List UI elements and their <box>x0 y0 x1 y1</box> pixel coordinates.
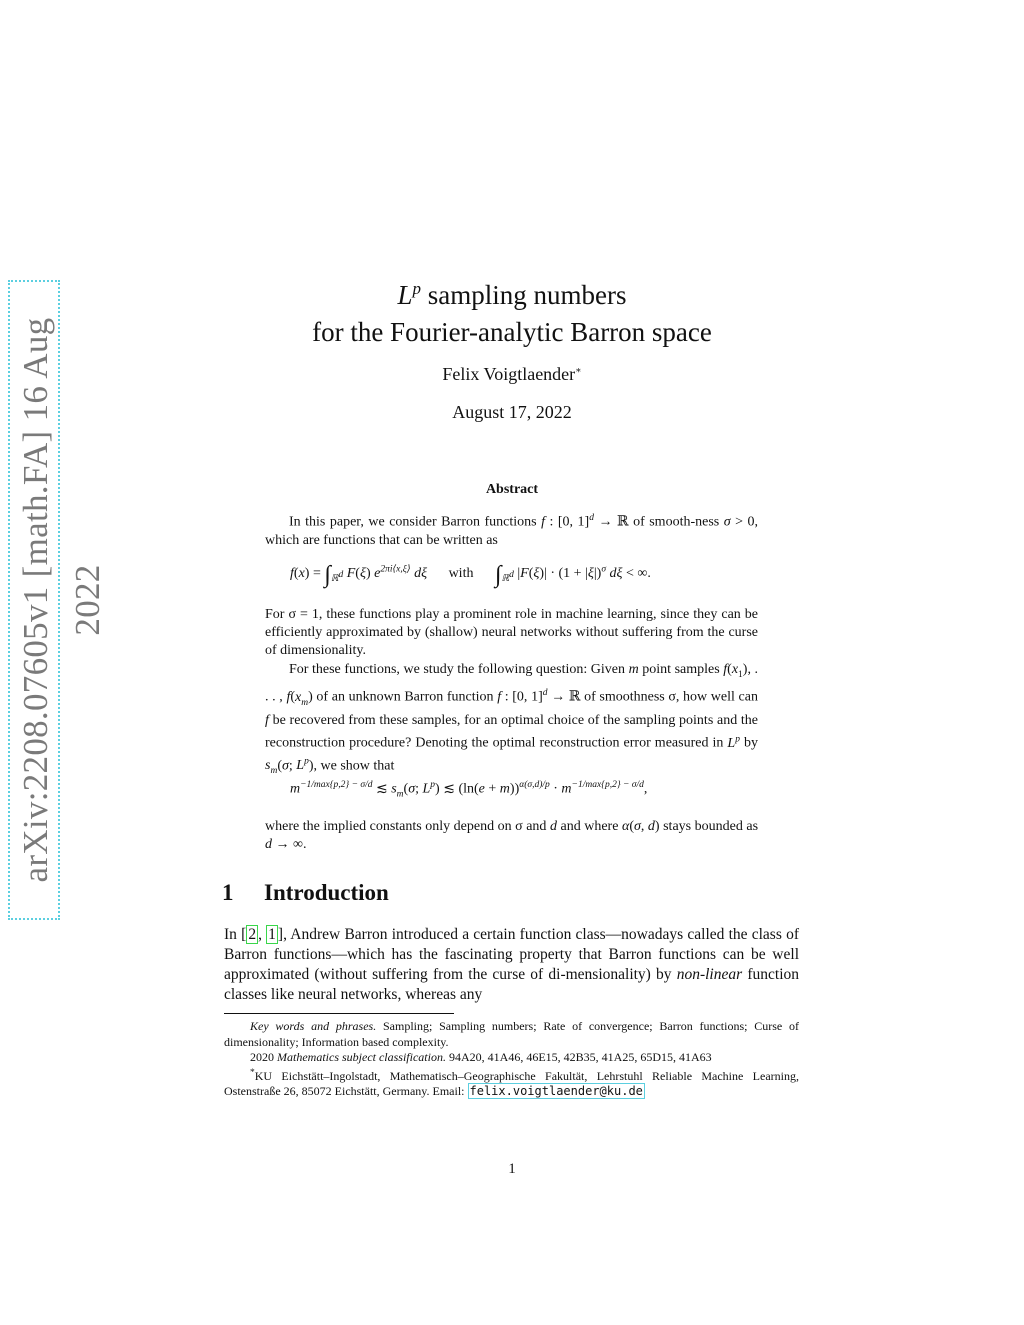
paper-title <box>262 270 762 351</box>
section-heading-introduction: 1 Introduction <box>222 880 389 905</box>
author-name: Felix Voigtlaender∗ <box>442 364 582 384</box>
footnotes <box>224 1019 799 1100</box>
email-link[interactable]: felix.voigtlaender@ku.de <box>469 1084 643 1098</box>
footnote-msc: 2020 Mathematics subject classification. 94A20, 41A46, 46E15, 42B35, 41A25, 65D15, 41A63 <box>250 1050 712 1064</box>
abstract-paragraph-3: For these functions, we study the following question: Given m point samples $f(x_1)$, . . . , $f(x_m)$ of an unknown Barron function f : [0, 1]$^d$ → ℝ of smoothness σ, how well can f be recovered from these samples, for an optimal choice of the sampling points and the reconstruction procedure? Denoting the optimal reconstruction error measured in $L^p$ by $s_m(\sigma$; $L^p$), we show that <box>265 662 759 777</box>
arxiv-side-stamp: arXiv:2208.07605v1 [math.FA] 16 Aug 2022 <box>8 280 60 920</box>
title-line-1: $L^p$ sampling numbers <box>397 279 627 310</box>
abstract-paragraph-4: where the implied constants only depend on σ and d and where α(σ, d) stays bounded as d → ∞. <box>265 819 759 853</box>
footnote-rule <box>224 1013 454 1014</box>
abstract-paragraph-1: In this paper, we consider Barron functions f : [0, 1]$^d$ → ℝ of smooth-ness σ > 0, which are functions that can be written as <box>265 513 759 548</box>
abstract-paragraph-2: For σ = 1, these functions play a prominent role in machine learning, since they can be efficiently approximated by (shallow) neural networks without suffering from the curse of dimensionality. <box>265 607 758 659</box>
title-line-2: for the Fourier-analytic Barron space <box>312 317 712 347</box>
citation-link[interactable]: 1 <box>268 926 276 943</box>
abstract-equation-2: $m^{-1/max\{p,2\} - \sigma/d}$ ≲ $s_m(\sigma$; $L^p$) ≲ $(\ln(e + m))^{\alpha(\sigma,d)/p} \cdot m^{-1/max\{p,2\} - \sigma/d}$, <box>290 780 648 800</box>
introduction-paragraph: In [ 2 , 1 ], Andrew Barron introduced a certain function class—nowadays called the class of Barron functions—which has the fascinating property that Barron functions can be well approximated (without suffering from the curse of di-mensionality) by non-linear function classes like neural networks, whereas any <box>224 926 799 1003</box>
paper-date: August 17, 2022 <box>452 402 572 422</box>
abstract-equation-1: $f(x) = \int_{ℝ^d}$ F(ξ) $e^{2\pi i⟨x,\xi⟩}$ dξ with $\int_{ℝ^d}$ $|F(\xi)| \cdot (1 + |\xi|)^\sigma$ dξ < ∞. <box>290 562 651 588</box>
citation-link[interactable]: 2 <box>248 926 257 943</box>
abstract-heading: Abstract <box>485 482 539 497</box>
footnote-keywords: Key words and phrases. Sampling; Sampling numbers; Rate of convergence; Barron functions; Curse of dimensionality; Information based complexity. <box>224 1019 800 1049</box>
page-number: 1 <box>508 1161 516 1177</box>
footnote-affiliation: *KU Eichstätt–Ingolstadt, Mathematisch–Geographische Fakultät, Lehrstuhl Reliable Machine Learning, Ostenstraße 26, 85072 Eichstätt, Germany. Email: felix.voigtlaender@ku.de <box>224 1067 799 1098</box>
